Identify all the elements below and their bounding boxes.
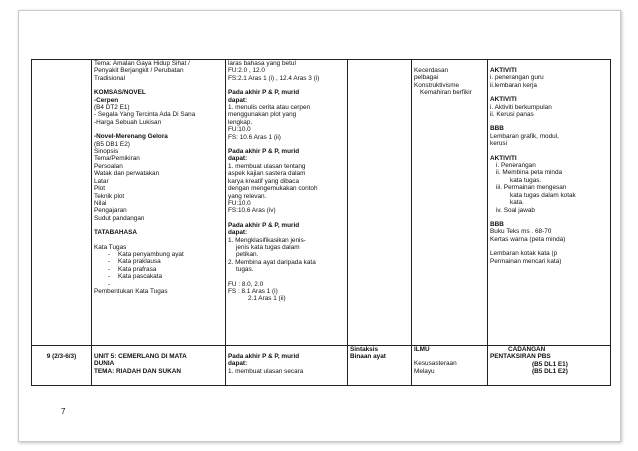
values-line: Konstruktivisme — [414, 81, 460, 89]
content-line: (B5 DB1 E2) — [94, 140, 130, 148]
content-line: TATABAHASA — [94, 229, 137, 237]
objective-line: 2.1 Aras 1 (ii) — [248, 295, 286, 303]
activity-line: kata. — [510, 199, 524, 207]
activity-line: kata tugas dalam kotak — [510, 191, 576, 199]
week-cell-empty — [32, 60, 92, 346]
activity-line: ii. Kerusi panas — [490, 111, 534, 119]
objective-line: FS:2.1 Aras 1 (i) , 12.4 Aras 3 (i) — [228, 74, 320, 82]
activity-line: i. Penerangan — [496, 162, 536, 170]
objective-heading: dapat: — [228, 360, 248, 368]
assessment-cell — [488, 346, 611, 386]
objective-line: FS: 10.6 Aras 1 (ii) — [228, 133, 281, 141]
content-line: Nilai — [94, 199, 107, 207]
values-line: Kecerdasan — [414, 67, 449, 74]
activity-line: i. Aktiviti berkumpulan — [490, 103, 552, 111]
objective-line: karya kreatif yang dibaca — [228, 177, 300, 185]
list-item: - Kata penyambung ayat — [108, 250, 184, 258]
week-label: 9 (2/3-6/3) — [46, 353, 77, 360]
objective-line: aspek kajian sastera dalam — [228, 170, 306, 178]
page-number: 7 — [61, 407, 66, 416]
activity-line: kerusi — [490, 140, 508, 148]
content-line: Teknik plot — [94, 192, 125, 200]
activity-line: ii. Membina peta minda — [496, 169, 563, 177]
content-line: Tema: Amalan Gaya Hidup Sihat / — [94, 60, 190, 67]
content-line: Persoalan — [94, 162, 123, 170]
activity-heading: BBB — [490, 125, 504, 133]
values-cell — [412, 346, 488, 386]
objective-heading: Pada akhir P & P, murid — [228, 221, 300, 229]
objective-heading: Pada akhir P & P, murid — [228, 148, 300, 156]
list-item: - Kata praklausa — [108, 258, 161, 266]
values-line: Melayu — [414, 367, 435, 375]
objective-line: petikan. — [236, 251, 259, 259]
activity-line: i. penerangan guru — [490, 74, 544, 82]
list-item: - Kata pascakata — [108, 273, 163, 281]
content-line — [94, 222, 223, 229]
week-cell — [32, 346, 92, 386]
content-line: Watak dan perwatakan — [94, 170, 160, 178]
objective-line: tugas. — [236, 266, 254, 274]
objective-line: dengan mengemukakan contoh — [228, 185, 318, 193]
content-line: Sinopsis — [94, 148, 119, 156]
activity-line: iv. Soal jawab — [496, 206, 535, 214]
objective-line: FU : 8.0, 2.0 — [228, 280, 264, 288]
objective-line: FU:2.0 , 12.0 — [228, 67, 265, 75]
unit-theme: TEMA: RIADAH DAN SUKAN — [94, 367, 181, 375]
values-heading: ILMU — [414, 346, 430, 353]
activity-heading: AKTIVITI — [490, 67, 517, 74]
content-line: Pengajaran — [94, 207, 127, 215]
objective-line: laras bahasa yang betul — [228, 60, 296, 67]
objective-line: FU:10.0 — [228, 126, 251, 134]
content-line — [94, 126, 223, 133]
objective-line: FS:10.6 Aras (iv) — [228, 207, 276, 215]
table-row — [32, 60, 611, 346]
content-line: Tema/Pemikiran — [94, 155, 140, 163]
activity-line: Lembaran kotak kata (p — [490, 250, 558, 258]
activity-heading: BBB — [490, 220, 504, 228]
objective-heading: Pada akhir P & P, murid — [228, 89, 300, 97]
activities-cell — [488, 60, 611, 346]
objectives-cell — [226, 60, 348, 346]
skill-cell-empty — [348, 60, 412, 346]
assessment-code: (B5 DL1 E2) — [532, 368, 568, 376]
content-line — [94, 82, 223, 89]
skill-line: Binaan ayat — [350, 353, 386, 361]
unit-cell — [92, 346, 226, 386]
content-line: -Harga Sebuah Lukisan — [94, 118, 162, 126]
activity-heading: AKTIVITI — [490, 96, 517, 104]
content-line: - Segala Yang Tercinta Ada Di Sana — [94, 111, 196, 119]
objective-heading: dapat: — [228, 155, 248, 163]
activity-line: Kertas warna (peta minda) — [490, 235, 566, 243]
activity-line: Buku Teks ms . 68-70 — [490, 228, 552, 236]
content-line: (B4 DT2 E1) — [94, 104, 130, 112]
unit-title: DUNIA — [94, 360, 115, 368]
content-line — [94, 237, 223, 244]
objectives-cell — [226, 346, 348, 386]
values-line: Kemahiran berfikir — [420, 89, 472, 97]
content-line: -Cerpen — [94, 96, 119, 104]
objective-line: 1. menulis cerita atau cerpen — [228, 104, 311, 112]
objective-line: FS : 8.1 Aras 1 (i) — [228, 287, 278, 295]
activity-heading: AKTIVITI — [490, 154, 517, 162]
activity-line: iii. Permainan mengesan — [496, 184, 567, 192]
objective-line: yang relevan. — [228, 192, 267, 200]
activity-line: Permainan mencari kata) — [490, 257, 562, 265]
values-line: pelbagai — [414, 74, 439, 82]
assessment-code: (B5 DL1 E1) — [532, 360, 568, 368]
content-line: KOMSAS/NOVEL — [94, 89, 146, 97]
content-line: Kata Tugas — [94, 243, 127, 251]
values-line: Kesusasteraan — [414, 360, 457, 368]
table-row — [32, 346, 611, 386]
objective-line: menggunakan plot yang — [228, 111, 297, 119]
assessment-heading: PENTAKSIRAN PBS — [490, 353, 551, 361]
content-line: Plot — [94, 185, 106, 193]
skill-line: Sintaksis — [350, 346, 379, 353]
objective-line: 1. membuat ulasan secara — [228, 367, 304, 375]
content-line: Pembentukan Kata Tugas — [94, 287, 168, 295]
content-cell — [92, 60, 226, 346]
objective-heading: dapat: — [228, 96, 248, 104]
skill-cell — [348, 346, 412, 386]
objective-line: 2. Membina ayat daripada kata — [228, 258, 316, 266]
assessment-heading: CADANGAN — [508, 346, 546, 353]
content-line: Sudut pandangan — [94, 214, 145, 222]
list-item: - — [108, 280, 111, 288]
unit-title: UNIT 5: CEMERLANG DI MATA — [94, 353, 187, 360]
content-line: -Novel-Merenang Gelora — [94, 133, 168, 141]
activity-line: kata tugas. — [510, 176, 542, 184]
objective-heading: dapat: — [228, 229, 248, 237]
objective-line: 1. membuat ulasan tentang — [228, 162, 306, 170]
objective-heading: Pada akhir P & P, murid — [228, 353, 300, 360]
activity-line: Lembaran grafik, modul, — [490, 132, 559, 140]
objective-line: jenis kata tugas dalam — [236, 243, 300, 251]
activity-line: ii.lembaran kerja — [490, 81, 537, 89]
content-line: Penyakit Berjangkit / Perubatan — [94, 67, 184, 75]
lesson-plan-table — [31, 59, 611, 386]
content-line: Latar — [94, 177, 109, 185]
objective-line: lengkap. — [228, 118, 253, 126]
objective-line: 1. Mengklasifikasikan jenis- — [228, 236, 306, 244]
values-cell — [412, 60, 488, 346]
objective-line: FU:10.0 — [228, 199, 251, 207]
list-item: - Kata prafrasa — [108, 265, 157, 273]
content-line: Tradisional — [94, 74, 126, 82]
document-page — [18, 10, 621, 442]
